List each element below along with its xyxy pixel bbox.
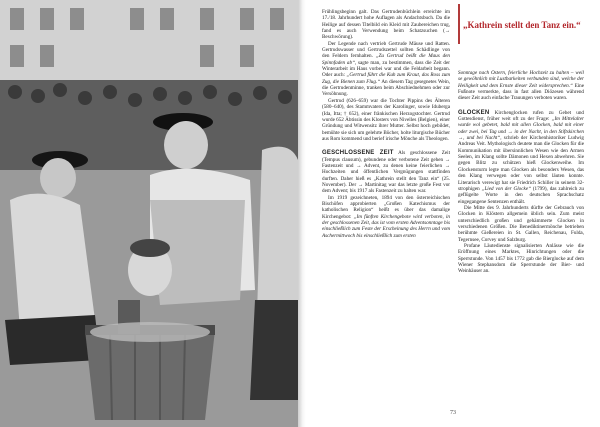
italic-run: „Im Mittelalter wurde wol gebetet, bald mit allen Glocken, bald mit einer oder zwei, bei Tag und → in der Nacht, in den Stiftskirchen →, und bei Nacht“ [458,116,584,142]
text-run: , sagte man, zu bestimmen, dass die Zeit der Winterarbeit im Haus vorbei war und die Feldarbeit begann. Oder auch: [322,59,450,79]
photo [0,0,298,427]
page-gutter [298,0,306,427]
section-heading: GESCHLOSSENE ZEIT [322,150,394,157]
text-run: Als geschlossene Zeit (Tempus clausum), gebundene oder verbotene Zeit gehen → Fastenzeit und → Advent, zu denen keine feierlichen → Hochzeiten und öffentlichen Vergnügungen stattfinden durften. Daher hieß es „Kathrein stellt den Tanz ein“ (25. November). Der → Martinitag war das letzte große Fest vor dem Advent; bis 1917 als Fastenzeit zu halten war. [322,150,451,195]
text-run: Kirchenglocken rufen zu Gebet und Gottesdienst, früher weit oft zu der Frage: [458,109,584,123]
paragraph [458,70,584,102]
pull-quote [458,4,584,44]
paragraph [322,41,450,98]
italic-run: „Im fünften Kirchengebote wird verboten, in der geschlossenen Zeit, das ist vom ersten Adventsonntage bis einschließlich zum Feste der Erscheinung des Herrn und vom Aschermittwoch bis einschließlich zum ersten [322,213,450,239]
text-run: , schrieb der Kirchenhistoriker Ludwig Andreas Veit. Mythologisch deutete man die Glocken für die Kommunikation mit übersinnlichen Wesen wie den Armen Seelen, im Klang sollte Dämonen und Hexen abwehren. Sie gegen Blitz zu schützen hieß Glockenweihe. Im Glockensturm legte man Glocken als besonders Wesen, das den Klang verwegen oder von selbst läuten konnte. Literarisch verewigt hat sie Friedrich Schiller in seinem 32-strophigen [458,135,584,192]
paragraph: Frühlingsbeginn galt. Das Gertrudenbüchlein erreichte im 17./18. Jahrhundert hohe Auflagen als Andachtsbuch. Da die Heilige auf dessen Titelbild ein Kleid mit Zaubereichen trug, fand es auch Verwendung beim Schatzsuchen (→ Beschwörung). [322,9,450,41]
text-run: (1799), das zahlreich zu geflügelte Worte in den deutschen Sprachschatz eingegangene Sentenzen enthält. [458,185,585,205]
pull-quote-text: „Kathrein stellt den Tanz ein.“ [463,20,581,30]
italic-run: Sonntage nach Ostern, feierliche Hochzeit zu halten – weil se gewöhnlich mit Lustbarkeiten verbunden sind, welche der Heiligkeit und dem Ernste dieser Zeit widersprechen.“ [458,70,584,89]
paragraph: Gertrud (626–659) war die Tochter Pippins des Älteren (580–640), des Stammvaters der Karolinger, sowie Iduberga (Ida, Itta; † 652), einer fränkischen Herzogstochter. Gertrud wurde 652 Äbtissin des Klosters von Nivelles (Belgien), einer Gründung und Witwensitz ihrer Mutter. Selbst hoch gebildet, bemühte sie sich um gelehrte Bücher, holte liturgische Bücher aus Rom kommend und berief irische Mönche als Theologen. [322,97,450,142]
italic-run: „Zu Gertrud beißt die Maus den Spinnfaden ab“ [322,53,450,66]
paragraph [322,150,450,194]
page-number: 73 [450,410,456,416]
paragraph: Profane Läutedienste signalisierten Anlässe wie die Eröffnung eines Marktes, Hinrichtungen oder die Sperrstunde. Von 1457 bis 1772 gab die Bierglocke auf dem Wiener Stephansdom die Sperrstunde der Bier- und Weinhäuser an. [458,242,584,275]
italic-run: „Gertrud führt die Kuh zum Kraut, das Ross zum Zug, die Bienen zum Flug.“ [322,72,450,85]
text-run: Eine Fußnote vermerkte, dass in fast allen Diözesen während dieser Zeit auch einfache Trauungen verboten waren. [458,82,584,102]
paragraph: Die Mitte des 9. Jahrhunderts dürfte der Gebrauch von Glocken in Klöstern allgemein üblich sein. Zum meist unterschiedlich großen und gehämmerte Glocken in verschiedenen Größen. Die Benediktinermönche betrieben berühmte Gießereien in St. Gallen, Reichenau, Fulda, Tegernsee, Corvey und Salzburg. [458,204,584,243]
section-heading: GLOCKEN [458,109,490,116]
paragraph [458,110,584,205]
pull-quote-bar [458,4,460,44]
left-text-column [322,9,450,239]
paragraph [322,195,450,239]
text-run: An diesem Tag gesegnetes Wein, die Gertrudenminne, tranken beim Abschiednehmen oder zur Versöhnung. [322,78,450,98]
right-text-column [458,70,584,275]
text-run: Der Legende nach vertrieb Gertrude Mäuse und Ratten. Gertrudswasser und Gertrudszettel sollten Schädlinge von den Feldern fernhalten. [322,40,450,60]
text-run: Im 1919 gezeichneten, 1894 von den österreichischen Bischöfen approbierten „Großen Katechismus der katholischen Religion“ heißt es über das damalige Kirchengebot: [322,194,450,220]
italic-run: „Lied von der Glocke“ [481,185,531,192]
historical-photo-illustration [0,0,298,427]
